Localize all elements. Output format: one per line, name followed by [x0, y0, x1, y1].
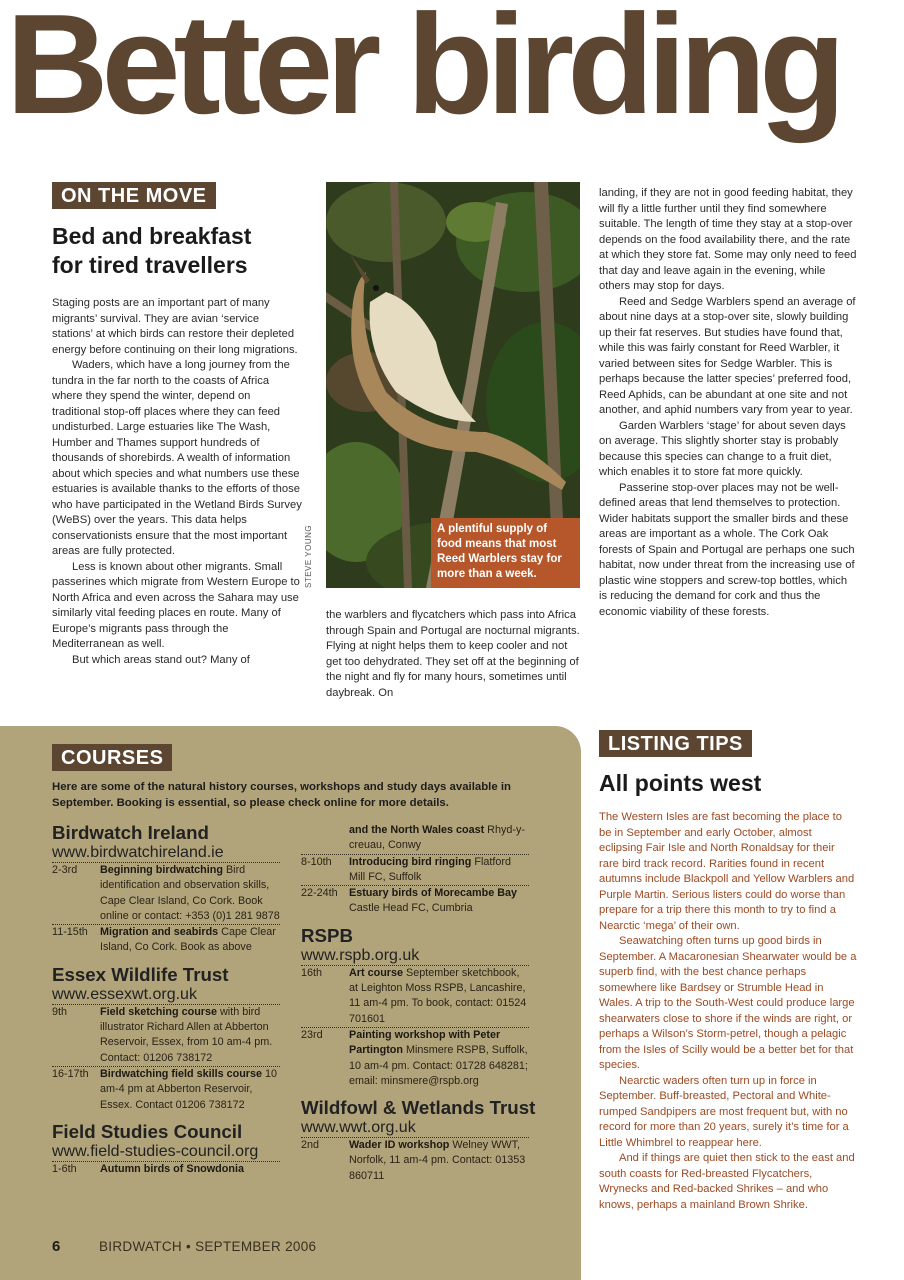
course-list: [52, 862, 280, 956]
course-detail: Bird identification and observation skills, Cape Clear Island, Co Cork. Book online or contact: +353 (0)1 281 9878: [100, 864, 280, 922]
organisation-name: Essex Wildlife Trust: [52, 963, 229, 985]
course-list: [301, 965, 529, 1089]
course-date: 16th: [301, 966, 323, 979]
course-continuation: [301, 823, 535, 917]
course-list: [52, 1161, 280, 1177]
course-row: [52, 1004, 280, 1066]
course-detail: Flatford Mill FC, Suffolk: [349, 855, 511, 883]
course-row: [301, 1137, 529, 1184]
course-title: Beginning birdwatching: [100, 864, 223, 876]
course-detail: Rhyd-y-creuau, Conwy: [349, 824, 525, 852]
article-column-3: [599, 186, 857, 620]
course-row: [52, 1066, 280, 1113]
paragraph: The Western Isles are fast becoming the place to be in September and early October, almost eclipsing Fair Isle and North Ronaldsay for their rare bird track record. Rarities found in recent autumns include Blackpoll and Yellow Warblers and Purple Martin. Serious listers could do worse than prepare for a trip there this month to try to find a Nearctic ‘mega’ of their own.: [599, 811, 855, 932]
course-row: [301, 885, 529, 917]
course-organisation: [301, 1097, 535, 1184]
course-row: [52, 924, 280, 956]
course-list: [301, 1137, 529, 1184]
organisation-url: www.field-studies-council.org: [52, 1142, 259, 1160]
course-text: [100, 863, 280, 924]
course-text: [100, 1005, 280, 1066]
course-list: [301, 823, 529, 917]
course-title: Introducing bird ringing: [349, 855, 472, 868]
article-title-line-1: Bed and breakfast: [52, 223, 252, 249]
course-text: [349, 823, 529, 854]
course-date: 1-6th: [52, 1162, 77, 1175]
organisation-name: Wildfowl & Wetlands Trust: [301, 1097, 536, 1119]
paragraph: Less is known about other migrants. Small passerines which migrate from Western Europe to North Africa and even across the Sahara may use similarly vital feeding places en route. Many of Europe’s migrants pass through the Mediterranean as well.: [52, 560, 300, 650]
course-text: [100, 1162, 280, 1177]
course-text: [100, 1067, 280, 1113]
course-text: [349, 886, 529, 917]
paragraph: Staging posts are an important part of many migrants’ survival. They are avian ‘service stations’ at which birds can restore their depleted energy before continuing on their long migrations.: [52, 297, 298, 356]
course-organisation: [52, 964, 280, 1113]
organisation-name: RSPB: [301, 924, 353, 946]
course-row: [52, 862, 280, 924]
course-date: 23rd: [301, 1028, 323, 1041]
course-date: [301, 823, 349, 854]
course-detail: 10 am-4 pm at Abberton Reservoir, Essex. Contact 01206 738172: [100, 1067, 278, 1111]
course-date: 2nd: [301, 1139, 320, 1152]
organisation-name: Birdwatch Ireland: [52, 822, 209, 843]
paragraph: Seawatching often turns up good birds in September. A Macaronesian Shearwater would be a superb find, with the best chance perhaps somewhere like Bardsey or Strumble Head in Wales. A trip to the South-West could produce large shearwaters close to shore if the winds are right, or perhaps a Wilson’s Storm-petrel, though a pelagic from the Isles of Scilly would be a better bet for that species.: [599, 935, 857, 1071]
course-title: Autumn birds of Snowdonia: [100, 1162, 244, 1175]
photo-caption: A plentiful supply of food means that most Reed Warblers stay for more than a week.: [431, 518, 580, 588]
course-date: 11-15th: [52, 926, 88, 939]
course-detail: September sketchbook, at Leighton Moss RSPB, Lancashire, 11 am-4 pm. To book, contact: 01524 701601: [349, 966, 527, 1025]
paragraph: Reed and Sedge Warblers spend an average of about nine days at a stop-over site, slowly building up their fat reserves. But studies have found that, while this was fairly constant for Reed Warbler, it varied between sites for Sedge Warbler. This is perhaps because the latter species’ preferred food, Reed Aphids, can be abundant at one site and not another, and aphid numbers vary from year to year.: [599, 295, 856, 416]
paragraph: Nearctic waders often turn up in force in September. Buff-breasted, Pectoral and White-rumped Sandpipers are most frequent but, with no record for more than 20 years, surely it’s time for a Little Whimbrel to reappear here.: [599, 1074, 849, 1149]
course-organisations-right: [301, 925, 535, 1184]
course-organisation: [52, 1121, 280, 1177]
organisation-url: www.wwt.org.uk: [301, 1119, 416, 1137]
course-title: Migration and seabirds: [100, 926, 219, 939]
course-text: [100, 925, 280, 956]
course-date: 2-3rd: [52, 864, 78, 876]
paragraph: And if things are quiet then stick to the east and south coasts for Red-breasted Flycatchers, Wrynecks and Red-backed Shrikes – and who knows, perhaps a mainland Brown Shrike.: [599, 1152, 855, 1211]
page-number: 6: [52, 1238, 61, 1255]
course-text: [349, 1028, 529, 1089]
courses-left-column: [52, 822, 280, 1177]
listing-tips-title: All points west: [599, 770, 762, 796]
course-title: Estuary birds of Morecambe Bay: [349, 887, 518, 900]
course-date: 16-17th: [52, 1067, 89, 1080]
publication-footer: BIRDWATCH • SEPTEMBER 2006: [99, 1239, 317, 1254]
organisation-url: www.essexwt.org.uk: [52, 985, 197, 1003]
paragraph: Garden Warblers ‘stage’ for about seven days on average. This slightly shorter stay is probably because this species can change to a fruit diet, which enables it to store fat more quickly.: [599, 419, 846, 478]
course-row: [301, 965, 529, 1027]
course-date: 9th: [52, 1005, 68, 1018]
course-text: [349, 855, 529, 886]
course-title: Wader ID workshop: [349, 1139, 450, 1152]
course-detail: Cape Clear Island, Co Cork. Book as above: [100, 926, 276, 954]
courses-right-column: [301, 823, 535, 1184]
organisation-url: www.birdwatchireland.ie: [52, 844, 224, 861]
course-organisation: [301, 925, 535, 1089]
course-row: [301, 1027, 529, 1089]
course-title: Painting workshop with Peter Partington: [349, 1028, 501, 1057]
course-row: [301, 823, 529, 854]
photo-credit: STEVE YOUNG: [304, 524, 313, 588]
course-title: Birdwatching field skills course: [100, 1067, 262, 1080]
page-headline: Better birding: [6, 0, 839, 144]
paragraph: the warblers and flycatchers which pass into Africa through Spain and Portugal are nocturnal migrants. Flying at night helps them to keep cooler and not get too dehydrated. They set off at the beginning of the night and fly for many hours, sometimes until daybreak. On: [326, 609, 580, 699]
listing-tips-body: [599, 810, 857, 1213]
course-detail: Castle Head FC, Cumbria: [349, 902, 473, 915]
article-column-1: [52, 296, 302, 668]
paragraph: landing, if they are not in good feeding habitat, they will fly a little further until they find somewhere suitable. The length of time they stay at a stop-over depends on the food availability there, and the rate at which they store fat. Some may only need to feed that day and leave again in the evening, while others may stop for days.: [599, 187, 857, 292]
course-text: [349, 966, 529, 1027]
courses-intro: Here are some of the natural history courses, workshops and study days available in September. Booking is essential, so please check online for more details.: [52, 781, 511, 809]
course-list: [52, 1004, 280, 1113]
course-title: Art course: [349, 966, 404, 979]
section-label-courses: COURSES: [52, 744, 172, 771]
course-text: [349, 1138, 529, 1184]
organisation-url: www.rspb.org.uk: [301, 946, 420, 964]
course-date: 22-24th: [301, 887, 338, 900]
course-date: 8-10th: [301, 855, 332, 868]
course-detail: Minsmere RSPB, Suffolk, 10 am-4 pm. Contact: 01728 648281; email: minsmere@rspb.org: [349, 1044, 528, 1087]
paragraph: Waders, which have a long journey from the tundra in the far north to the coasts of Africa where they spend the winter, depend on traditional stop-off places where they can feed undisturbed. Large estuaries like The Wash, Humber and Thames support hundreds of thousands of shorebirds. A wealth of information about which species and what numbers use these estuaries is available thanks to the efforts of those who have participated in the Wetland Birds Survey (WeBS) over the years. This data helps conservationists ensure that the most important areas are fully protected.: [52, 359, 302, 557]
course-title: Field sketching course: [100, 1005, 217, 1018]
paragraph: But which areas stand out? Many of: [72, 653, 250, 666]
course-organisation: [52, 822, 280, 956]
article-column-2: [326, 608, 580, 701]
section-label-listing-tips: LISTING TIPS: [599, 730, 752, 757]
article-title-line-2: for tired travellers: [52, 252, 248, 278]
article-title: [52, 222, 251, 280]
course-title: and the North Wales coast: [349, 824, 485, 836]
organisation-name: Field Studies Council: [52, 1120, 243, 1142]
course-row: [301, 854, 529, 886]
course-detail: Welney WWT, Norfolk, 11 am-4 pm. Contact: 01353 860711: [349, 1139, 526, 1182]
course-detail: with bird illustrator Richard Allen at Abberton Reservoir, Essex, from 10 am-4 pm. Contact: 01206 738172: [100, 1005, 273, 1064]
section-label-on-the-move: ON THE MOVE: [52, 182, 216, 209]
paragraph: Passerine stop-over places may not be well-defined areas that lend themselves to protection. Wider habitats support the smaller birds and these areas are important as a whole. The Cork Oak forests of Spain and Portugal are perhaps one such habitat, now under threat from the increasing use of plastic wine stoppers and screw-top bottles, which is reducing the demand for cork and thus the economic viability of these forests.: [599, 481, 855, 618]
course-row: [52, 1161, 280, 1177]
